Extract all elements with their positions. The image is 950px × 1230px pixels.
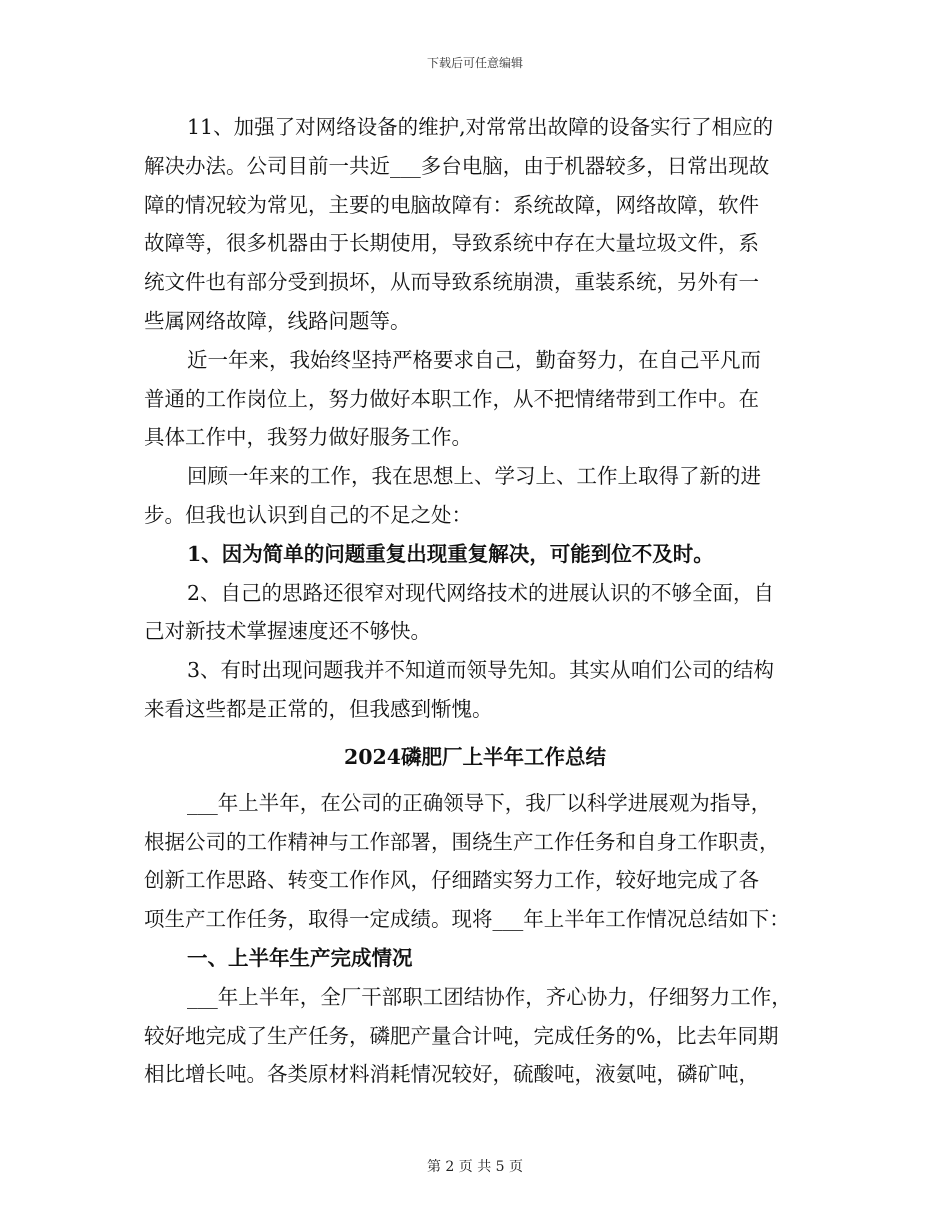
paragraph-line: 近一年来，我始终坚持严格要求自己，勤奋努力，在自己平凡而 — [187, 347, 761, 372]
paragraph-line: 项生产工作任务，取得一定成绩。现将___年上半年工作情况总结如下： — [144, 907, 790, 932]
bold-list-item: 1、因为简单的问题重复出现重复解决，可能到位不及时。 — [187, 541, 714, 566]
paragraph-line: 统文件也有部分受到损坏，从而导致系统崩溃，重装系统，另外有一 — [144, 270, 759, 295]
paragraph-line: 较好地完成了生产任务，磷肥产量合计吨，完成任务的%，比去年同期 — [144, 1023, 779, 1048]
paragraph-line: 步。但我也认识到自己的不足之处： — [144, 502, 472, 527]
paragraph-line: 故障等，很多机器由于长期使用，导致系统中存在大量垃圾文件，系 — [144, 231, 759, 256]
paragraph-line: 11、加强了对网络设备的维护,对常常出故障的设备实行了相应的 — [187, 115, 774, 139]
document-body — [144, 108, 806, 1094]
list-item: 3、有时出现问题我并不知道而领导先知。其实从咱们公司的结构 — [187, 658, 775, 683]
paragraph-line: 己对新技术掌握速度还不够快。 — [144, 619, 431, 644]
paragraph-line: 障的情况较为常见，主要的电脑故障有：系统故障，网络故障，软件 — [144, 192, 759, 217]
page-number: 第 2 页 共 5 页 — [426, 1159, 524, 1175]
subsection-heading: 一、上半年生产完成情况 — [187, 945, 413, 970]
paragraph-line: ___年上半年，在公司的正确领导下，我厂以科学进展观为指导， — [187, 790, 772, 815]
list-item: 2、自己的思路还很窄对现代网络技术的进展认识的不够全面，自 — [187, 580, 775, 605]
header-note: 下载后可任意编辑 — [426, 56, 523, 70]
paragraph-line: 回顾一年来的工作，我在思想上、学习上、工作上取得了新的进 — [187, 464, 761, 489]
paragraph-line: 解决办法。公司目前一共近___多台电脑，由于机器较多，日常出现故 — [144, 153, 770, 178]
paragraph-line: 普通的工作岗位上，努力做好本职工作，从不把情绪带到工作中。在 — [144, 386, 759, 411]
section-title: 2024磷肥厂上半年工作总结 — [343, 744, 607, 769]
paragraph-line: ___年上半年，全厂干部职工团结协作，齐心协力，仔细努力工作， — [187, 984, 792, 1009]
paragraph-line: 创新工作思路、转变工作作风，仔细踏实努力工作，较好地完成了各 — [144, 868, 759, 893]
paragraph-line: 根据公司的工作精神与工作部署，围绕生产工作任务和自身工作职责， — [144, 829, 780, 854]
paragraph-line: 具体工作中，我努力做好服务工作。 — [144, 425, 472, 450]
paragraph-line: 相比增长吨。各类原材料消耗情况较好，硫酸吨，液氨吨，磷矿吨， — [144, 1062, 759, 1087]
paragraph-line: 来看这些都是正常的，但我感到惭愧。 — [144, 696, 493, 721]
paragraph-line: 些属网络故障，线路问题等。 — [144, 308, 411, 333]
